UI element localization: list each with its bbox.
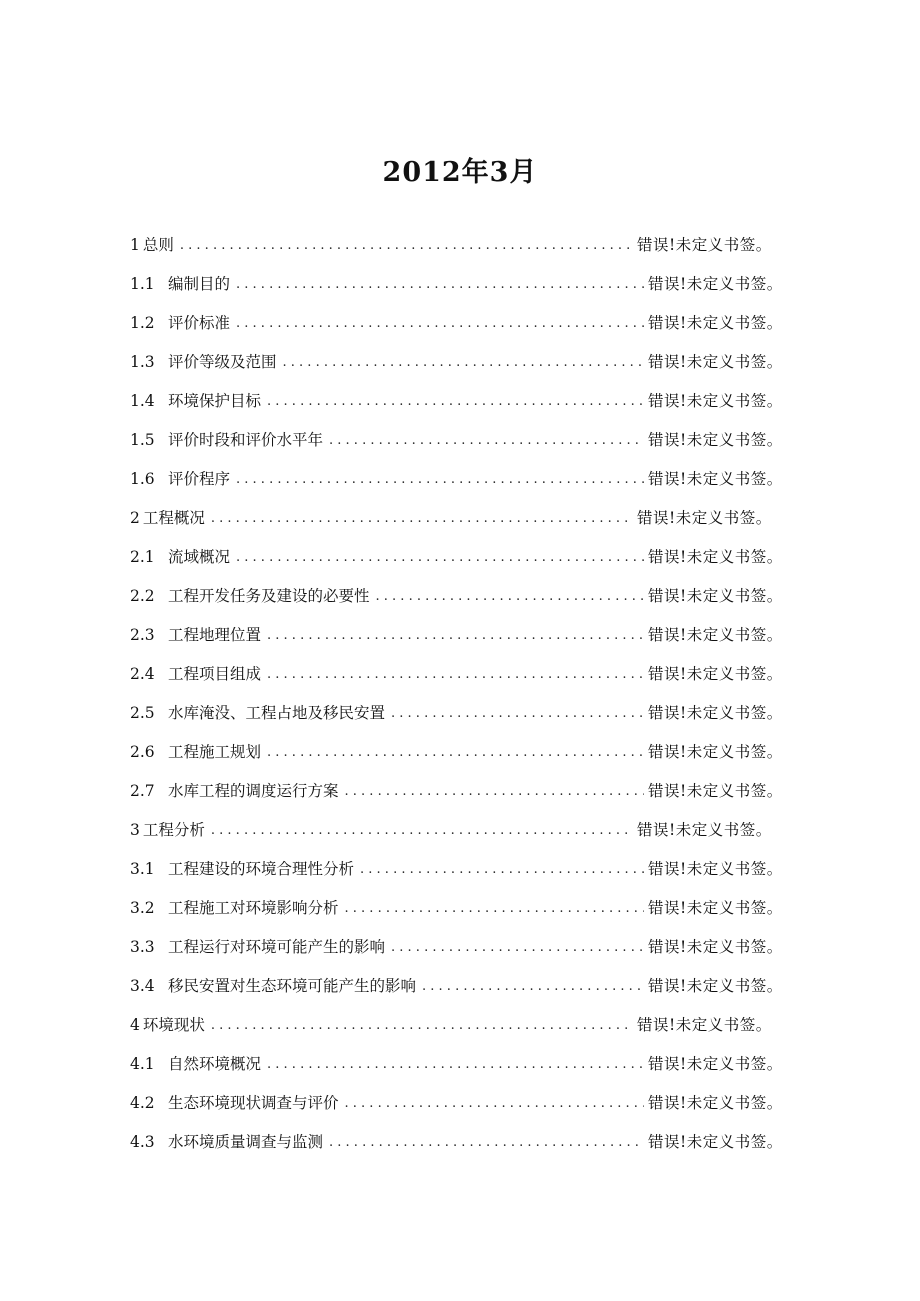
toc-dot-leader bbox=[360, 850, 644, 889]
toc-entry-number: 3.1 bbox=[130, 860, 155, 878]
toc-entry-label: 环境现状 bbox=[142, 1016, 205, 1034]
toc-entry-label: 工程项目组成 bbox=[168, 665, 262, 683]
toc-entry-page-ref: 错误!未定义书签。 bbox=[637, 509, 772, 527]
toc-dot-leader bbox=[267, 655, 644, 694]
toc-dot-leader bbox=[329, 421, 644, 460]
toc-dot-leader bbox=[267, 733, 644, 772]
toc-dot-leader bbox=[211, 1006, 633, 1045]
toc-entry-page-ref: 错误!未定义书签。 bbox=[637, 821, 772, 839]
toc-entry-page-ref: 错误!未定义书签。 bbox=[648, 275, 783, 293]
toc-entry-number: 2.2 bbox=[130, 587, 155, 605]
toc-entry-page-ref: 错误!未定义书签。 bbox=[648, 1133, 783, 1151]
toc-entry-number: 1 bbox=[130, 236, 140, 254]
toc-entry[interactable] bbox=[130, 811, 790, 850]
toc-entry-page-ref: 错误!未定义书签。 bbox=[648, 626, 783, 644]
toc-entry-number: 1.5 bbox=[130, 431, 155, 449]
toc-entry[interactable] bbox=[130, 226, 790, 265]
toc-entry-label: 流域概况 bbox=[168, 548, 231, 566]
toc-entry-label: 工程运行对环境可能产生的影响 bbox=[168, 938, 386, 956]
toc-dot-leader bbox=[180, 226, 633, 265]
toc-entry-number: 1.1 bbox=[130, 275, 155, 293]
toc-entry-label: 工程概况 bbox=[142, 509, 205, 527]
toc-dot-leader bbox=[236, 460, 644, 499]
toc-entry-page-ref: 错误!未定义书签。 bbox=[648, 665, 783, 683]
toc-entry-page-ref: 错误!未定义书签。 bbox=[637, 236, 772, 254]
toc-entry-label: 环境保护目标 bbox=[168, 392, 262, 410]
toc-dot-leader bbox=[236, 265, 644, 304]
toc-dot-leader bbox=[391, 928, 644, 967]
toc-entry-page-ref: 错误!未定义书签。 bbox=[648, 860, 783, 878]
toc-entry-label: 自然环境概况 bbox=[168, 1055, 262, 1073]
toc-dot-leader bbox=[267, 1045, 644, 1084]
toc-entry-label: 水环境质量调查与监测 bbox=[168, 1133, 324, 1151]
toc-entry-label: 工程建设的环境合理性分析 bbox=[168, 860, 355, 878]
toc-entry-label: 生态环境现状调查与评价 bbox=[168, 1094, 339, 1112]
toc-dot-leader bbox=[267, 382, 644, 421]
toc-dot-leader bbox=[345, 772, 644, 811]
toc-entry-page-ref: 错误!未定义书签。 bbox=[648, 1055, 783, 1073]
toc-entry-page-ref: 错误!未定义书签。 bbox=[648, 782, 783, 800]
toc-entry[interactable] bbox=[130, 772, 790, 811]
toc-dot-leader bbox=[376, 577, 644, 616]
toc-entry[interactable] bbox=[130, 1123, 790, 1162]
toc-entry-label: 移民安置对生态环境可能产生的影响 bbox=[168, 977, 417, 995]
toc-dot-leader bbox=[236, 538, 644, 577]
toc-entry-page-ref: 错误!未定义书签。 bbox=[648, 392, 783, 410]
page-title: 2012年3月 bbox=[382, 157, 538, 188]
table-of-contents bbox=[130, 226, 790, 1162]
toc-entry-number: 4 bbox=[130, 1016, 140, 1034]
toc-entry-label: 工程分析 bbox=[142, 821, 205, 839]
toc-entry-page-ref: 错误!未定义书签。 bbox=[648, 899, 783, 917]
toc-entry-number: 2.4 bbox=[130, 665, 155, 683]
toc-entry-label: 水库工程的调度运行方案 bbox=[168, 782, 339, 800]
toc-entry-number: 4.3 bbox=[130, 1133, 155, 1151]
toc-entry-page-ref: 错误!未定义书签。 bbox=[648, 431, 783, 449]
toc-entry[interactable] bbox=[130, 304, 790, 343]
toc-entry-label: 评价标准 bbox=[168, 314, 231, 332]
toc-entry[interactable] bbox=[130, 421, 790, 460]
toc-dot-leader bbox=[345, 889, 644, 928]
toc-entry-page-ref: 错误!未定义书签。 bbox=[648, 314, 783, 332]
toc-entry-number: 2.3 bbox=[130, 626, 155, 644]
toc-entry-page-ref: 错误!未定义书签。 bbox=[648, 548, 783, 566]
toc-entry-label: 总则 bbox=[142, 236, 174, 254]
toc-entry-label: 水库淹没、工程占地及移民安置 bbox=[168, 704, 386, 722]
toc-entry[interactable] bbox=[130, 928, 790, 967]
toc-dot-leader bbox=[345, 1084, 644, 1123]
toc-dot-leader bbox=[283, 343, 644, 382]
toc-dot-leader bbox=[211, 499, 633, 538]
toc-entry-number: 3.3 bbox=[130, 938, 155, 956]
toc-entry-page-ref: 错误!未定义书签。 bbox=[648, 470, 783, 488]
toc-entry-label: 工程施工对环境影响分析 bbox=[168, 899, 339, 917]
toc-entry[interactable] bbox=[130, 967, 790, 1006]
toc-entry-number: 2.6 bbox=[130, 743, 155, 761]
toc-entry[interactable] bbox=[130, 850, 790, 889]
toc-entry-number: 1.2 bbox=[130, 314, 155, 332]
toc-entry[interactable] bbox=[130, 655, 790, 694]
toc-entry-number: 1.6 bbox=[130, 470, 155, 488]
toc-entry-number: 2.7 bbox=[130, 782, 155, 800]
toc-entry-number: 1.3 bbox=[130, 353, 155, 371]
toc-entry[interactable] bbox=[130, 460, 790, 499]
toc-entry-page-ref: 错误!未定义书签。 bbox=[648, 704, 783, 722]
toc-entry[interactable] bbox=[130, 382, 790, 421]
toc-entry[interactable] bbox=[130, 1045, 790, 1084]
toc-entry[interactable] bbox=[130, 1084, 790, 1123]
toc-entry-page-ref: 错误!未定义书签。 bbox=[648, 1094, 783, 1112]
toc-entry-page-ref: 错误!未定义书签。 bbox=[637, 1016, 772, 1034]
toc-entry[interactable] bbox=[130, 265, 790, 304]
toc-entry-label: 评价等级及范围 bbox=[168, 353, 277, 371]
toc-entry-number: 4.1 bbox=[130, 1055, 155, 1073]
toc-entry[interactable] bbox=[130, 499, 790, 538]
toc-entry-number: 1.4 bbox=[130, 392, 155, 410]
toc-entry-page-ref: 错误!未定义书签。 bbox=[648, 977, 783, 995]
toc-entry[interactable] bbox=[130, 577, 790, 616]
toc-dot-leader bbox=[329, 1123, 644, 1162]
toc-entry-number: 3.4 bbox=[130, 977, 155, 995]
toc-entry[interactable] bbox=[130, 538, 790, 577]
toc-entry-number: 2.1 bbox=[130, 548, 155, 566]
toc-dot-leader bbox=[211, 811, 633, 850]
toc-entry-label: 评价时段和评价水平年 bbox=[168, 431, 324, 449]
toc-entry-label: 编制目的 bbox=[168, 275, 231, 293]
toc-entry[interactable] bbox=[130, 616, 790, 655]
toc-dot-leader bbox=[422, 967, 644, 1006]
toc-entry-number: 2 bbox=[130, 509, 140, 527]
toc-entry-label: 评价程序 bbox=[168, 470, 231, 488]
toc-dot-leader bbox=[391, 694, 644, 733]
toc-entry-label: 工程施工规划 bbox=[168, 743, 262, 761]
toc-entry[interactable] bbox=[130, 694, 790, 733]
toc-entry-label: 工程开发任务及建设的必要性 bbox=[168, 587, 370, 605]
toc-dot-leader bbox=[267, 616, 644, 655]
toc-entry-number: 2.5 bbox=[130, 704, 155, 722]
toc-entry[interactable] bbox=[130, 1006, 790, 1045]
toc-entry-number: 3.2 bbox=[130, 899, 155, 917]
toc-entry-number: 3 bbox=[130, 821, 140, 839]
toc-entry-page-ref: 错误!未定义书签。 bbox=[648, 587, 783, 605]
toc-dot-leader bbox=[236, 304, 644, 343]
toc-entry-page-ref: 错误!未定义书签。 bbox=[648, 743, 783, 761]
toc-entry-page-ref: 错误!未定义书签。 bbox=[648, 353, 783, 371]
toc-entry[interactable] bbox=[130, 733, 790, 772]
toc-entry-label: 工程地理位置 bbox=[168, 626, 262, 644]
toc-entry-page-ref: 错误!未定义书签。 bbox=[648, 938, 783, 956]
toc-entry[interactable] bbox=[130, 343, 790, 382]
toc-entry[interactable] bbox=[130, 889, 790, 928]
toc-entry-number: 4.2 bbox=[130, 1094, 155, 1112]
